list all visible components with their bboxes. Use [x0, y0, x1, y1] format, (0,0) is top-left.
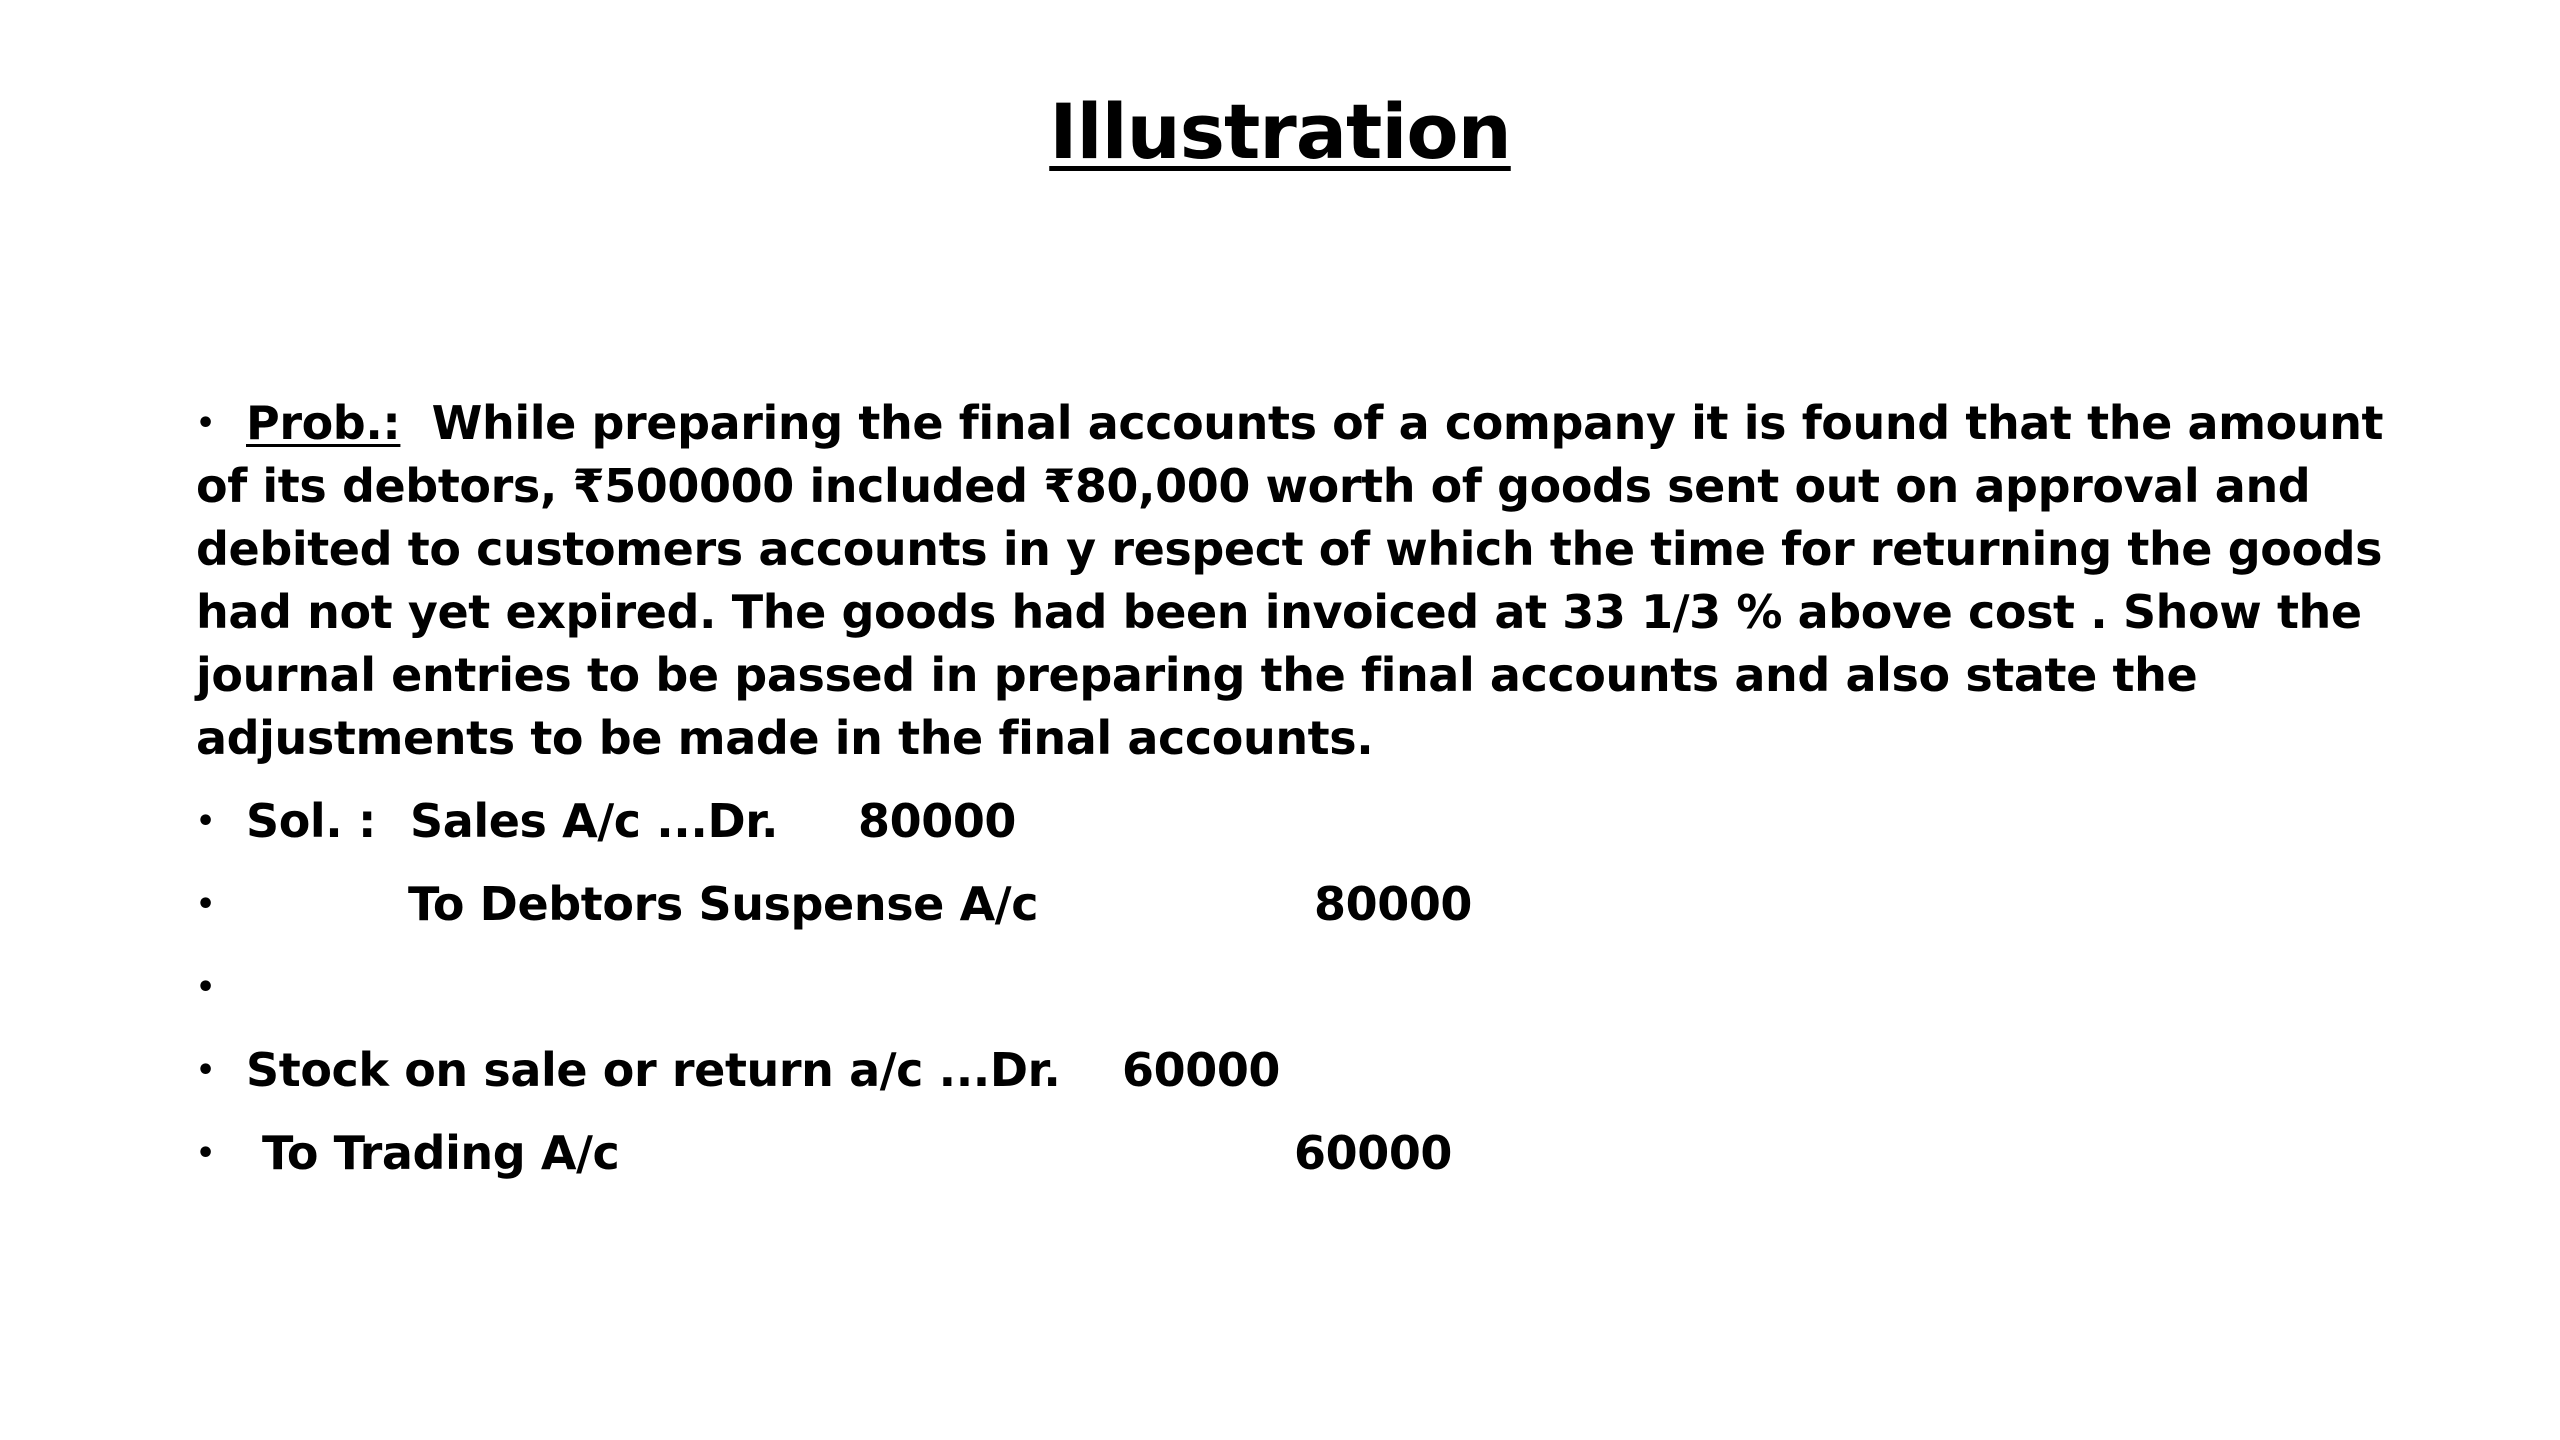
problem-label: Prob.:	[246, 396, 401, 450]
empty-bullet-row	[196, 956, 2436, 1019]
entry1-debit-amount: 80000	[858, 794, 1017, 848]
bullet-dot: •	[196, 887, 215, 922]
entry2-debit-amount: 60000	[1122, 1043, 1281, 1097]
entry2-credit-account: To Trading A/c	[262, 1126, 620, 1180]
solution-credit-row-2	[196, 1122, 2436, 1185]
entry1-debit-account: Sales A/c ...Dr.	[410, 794, 779, 848]
entry2-debit-account: Stock on sale or return a/c ...Dr.	[246, 1043, 1061, 1097]
problem-bullet	[196, 392, 2436, 770]
problem-text-block	[196, 392, 2436, 770]
slide-content	[196, 392, 2436, 1185]
bullet-dot: •	[196, 970, 215, 1005]
solution-credit-row-1	[196, 873, 2436, 936]
entry2-credit-amount: 60000	[1294, 1126, 1453, 1180]
bullet-dot: •	[196, 804, 215, 839]
entry1-credit-amount: 80000	[1314, 877, 1473, 931]
slide-title: Illustration	[1049, 87, 1511, 176]
solution-debit-row-1	[196, 790, 2436, 853]
bullet-dot: •	[196, 1053, 215, 1088]
problem-text: While preparing the final accounts of a company it is found that the amount of its debtors, ₹500000 included ₹80,000 worth of goods sent out on approval and debited to customers accounts in y respect of which the time for returning the goods had not yet expired. The goods had been invoiced at 33 1/3 % above cost . Show the journal entries to be passed in preparing the final accounts and also state the adjustments to be made in the final accounts.	[196, 396, 2384, 765]
solution-debit-row-2	[196, 1039, 2436, 1102]
entry1-credit-account: To Debtors Suspense A/c	[408, 877, 1039, 931]
bullet-dot: •	[196, 406, 215, 441]
solution-label: Sol. :	[246, 794, 376, 848]
bullet-dot: •	[196, 1136, 215, 1171]
